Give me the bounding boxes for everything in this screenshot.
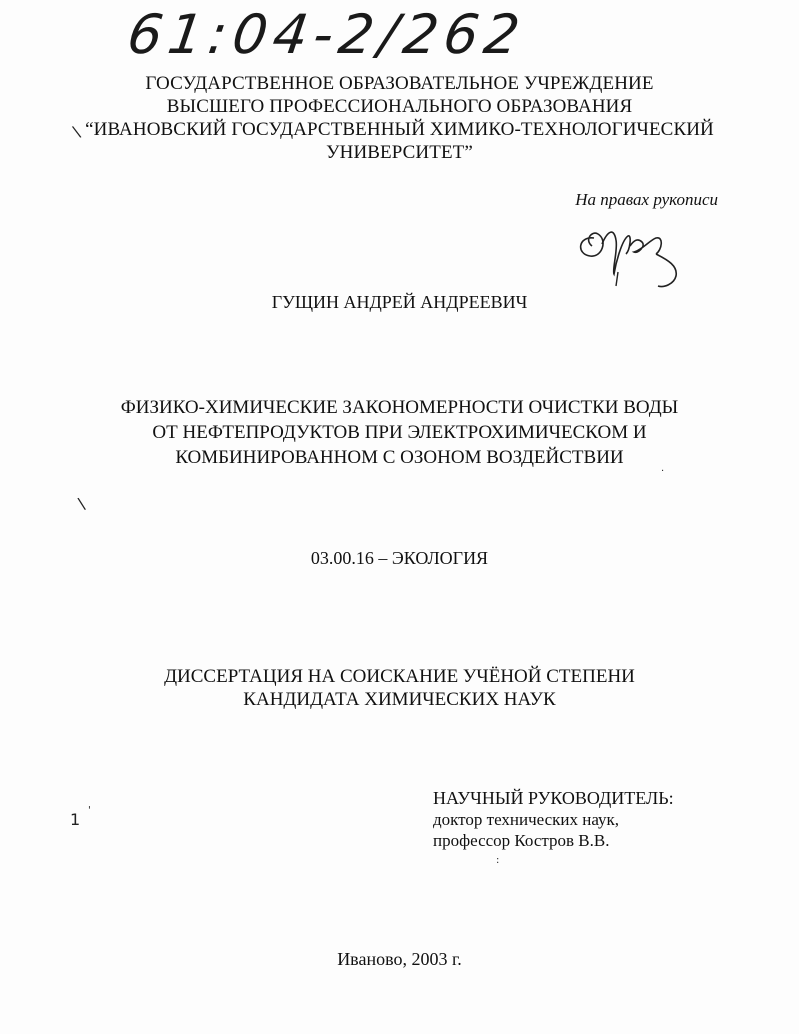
scan-mark: \ [76,493,87,514]
supervisor-degree: доктор технических наук, [433,810,620,829]
rights-note: На правах рукописи [575,190,718,209]
institution-line-1: ГОСУДАРСТВЕННОЕ ОБРАЗОВАТЕЛЬНОЕ УЧРЕЖДЕНИЕ [145,73,654,94]
institution-line-2: ВЫСШЕГО ПРОФЕССИОНАЛЬНОГО ОБРАЗОВАНИЯ [166,96,633,117]
scan-mark: \ [70,121,83,142]
supervisor-block [433,788,674,851]
institution-line-3: “ИВАНОВСКИЙ ГОСУДАРСТВЕННЫЙ ХИМИКО-ТЕХНОЛОГИЧЕСКИЙ [85,119,714,140]
dissertation-title [0,395,799,470]
author-name: ГУЩИН АНДРЕЙ АНДРЕЕВИЧ [271,292,528,312]
title-line-3: КОМБИНИРОВАННОМ С ОЗОНОМ ВОЗДЕЙСТВИИ [175,447,624,468]
institution-line-4: УНИВЕРСИТЕТ” [326,142,473,163]
signature-icon [572,210,692,292]
supervisor-name: профессор Костров В.В. [433,831,610,850]
scan-mark: 1 [70,810,81,829]
title-line-2: ОТ НЕФТЕПРОДУКТОВ ПРИ ЭЛЕКТРОХИМИЧЕСКОМ И [152,422,647,443]
city-year: Иваново, 2003 г. [337,949,462,969]
institution-header [0,72,799,164]
title-line-1: ФИЗИКО-ХИМИЧЕСКИЕ ЗАКОНОМЕРНОСТИ ОЧИСТКИ ВОДЫ [120,397,679,418]
degree-statement [0,665,799,711]
scan-mark: ' [88,805,91,816]
scan-mark: : [496,855,500,866]
supervisor-heading: НАУЧНЫЙ РУКОВОДИТЕЛЬ: [433,788,674,808]
specialty-code: 03.00.16 – ЭКОЛОГИЯ [310,548,489,568]
degree-line-1: ДИССЕРТАЦИЯ НА СОИСКАНИЕ УЧЁНОЙ СТЕПЕНИ [164,666,635,687]
archive-code-handwritten: 61:04-2/262 [123,3,530,66]
scan-mark: . [661,463,665,474]
degree-line-2: КАНДИДАТА ХИМИЧЕСКИХ НАУК [243,689,556,710]
